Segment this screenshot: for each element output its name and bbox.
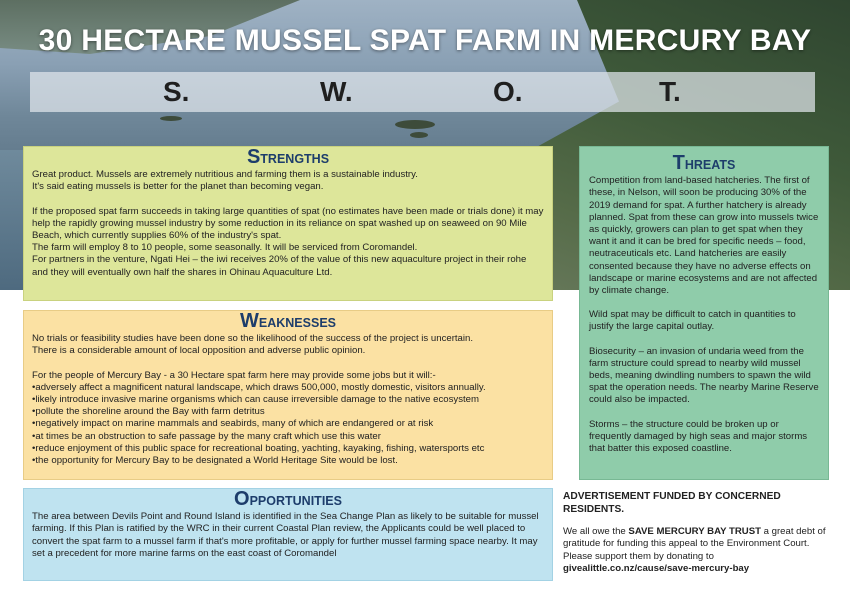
- strengths-heading: STRENGTHS: [246, 146, 330, 168]
- weaknesses-paragraph: No trials or feasibility studies have been done so the likelihood of the success of the project is uncertain. There is a considerable amount of local opposition and adverse public opinion.: [32, 333, 474, 357]
- list-item: • pollute the shoreline around the Bay with farm detritus: [32, 406, 544, 418]
- strengths-panel: [23, 146, 553, 301]
- weaknesses-list: [32, 382, 544, 467]
- trust-name: SAVE MERCURY BAY TRUST: [628, 526, 761, 537]
- list-item: • negatively impact on marine mammals and seabirds, many of which are endangered or at risk: [32, 418, 544, 430]
- list-item: • the opportunity for Mercury Bay to be designated a World Heritage Site would be lost.: [32, 455, 544, 467]
- threats-panel: [579, 146, 829, 480]
- strengths-paragraph: Great product. Mussels are extremely nutritious and farming them is a sustainable industry. It's said eating mussels is better for the planet than becoming vegan.: [32, 169, 418, 193]
- strengths-paragraph: If the proposed spat farm succeeds in taking large quantities of spat (no estimates have been made or trials done) it may help the rapidly growing mussel industry by some reduction in its reliance on spat washed up on seaweed on 90 Mile Beach, which currently supplies 60% of the industry's spat. The farm will employ 8 to 10 people, some seasonally. It will be serviced from Coromandel. For partners in the venture, Ngati Hei – the iwi receives 20% of the value of this new aquaculture project in their rohe and they will eventually own half the shares in Ohinau Aquaculture Ltd.: [32, 205, 544, 278]
- advertisement-text: We all owe the SAVE MERCURY BAY TRUST a great debt of gratitude for funding this appeal to the Environment Court. Please support them by donating to: [563, 526, 826, 562]
- advertisement-title: ADVERTISEMENT FUNDED BY CONCERNED RESIDENTS.: [563, 491, 781, 515]
- swot-letter-t: T.: [659, 76, 681, 107]
- swot-letter-o: O.: [493, 76, 523, 107]
- swot-banner: [30, 72, 815, 112]
- list-item: • reduce enjoyment of this public space for recreational boating, yachting, kayaking, fishing, watersports etc: [32, 443, 544, 455]
- donation-link[interactable]: givealittle.co.nz/cause/save-mercury-bay: [563, 563, 750, 575]
- advertisement: [563, 490, 833, 576]
- swot-letter-s: S.: [163, 76, 190, 107]
- swot-letter-w: W.: [320, 76, 353, 107]
- threats-paragraph: Competition from land-based hatcheries. The first of these, in Nelson, will soon be producing 30% of the 2019 demand for spat. A further hatchery is already planned. Spat from these can grow into mussels twice as quickly, growers can plan to get spat when they want it and it can be bred for specific needs – food, neutraceuticals etc. Land hatcheries are easily consented because they have no adverse effects on landscape or marine ecosystems and are not affected by climate change.: [589, 175, 819, 297]
- weaknesses-list-intro: For the people of Mercury Bay - a 30 Hectare spat farm here may provide some jobs but it will:-: [32, 369, 436, 381]
- list-item: • at times be an obstruction to safe passage by the many craft which use this water: [32, 431, 544, 443]
- opportunities-panel: [23, 488, 553, 581]
- list-item: • adversely affect a magnificent natural landscape, which draws 500,000, mostly domestic, visitors annually.: [32, 382, 544, 394]
- opportunities-heading: OPPORTUNITIES: [234, 488, 342, 510]
- threats-paragraph: Storms – the structure could be broken up or frequently damaged by high seas and major storms that batter this exposed coastline.: [589, 418, 808, 455]
- island: [395, 120, 435, 129]
- threats-paragraph: Biosecurity – an invasion of undaria weed from the farm structure could spread to nearby wild mussel beds, meaning dwindling numbers to spawn the wild spat the operation needs. The nearby Marine Reserve could also be impacted.: [589, 345, 819, 406]
- page-title: 30 HECTARE MUSSEL SPAT FARM IN MERCURY BAY: [38, 24, 812, 57]
- weaknesses-panel: [23, 310, 553, 480]
- threats-heading: THREATS: [672, 152, 736, 174]
- weaknesses-heading: WEAKNESSES: [240, 310, 336, 332]
- opportunities-text: The area between Devils Point and Round Island is identified in the Sea Change Plan as likely to be suitable for mussel farming. If this Plan is ratified by the WRC in their current Coastal Plan review, the Applicants could be well placed to convert the spat farm to a mussel farm if that's more profitable, or apply for further mussel farming space nearby. It may set a precedent for more marine farms on the east coast of Coromandel: [32, 511, 539, 559]
- island: [410, 132, 428, 138]
- threats-paragraph: Wild spat may be difficult to catch in quantities to justify the large capital outlay.: [589, 309, 796, 333]
- list-item: • likely introduce invasive marine organisms which can cause irreversible damage to the native ecosystem: [32, 394, 544, 406]
- island: [160, 116, 182, 121]
